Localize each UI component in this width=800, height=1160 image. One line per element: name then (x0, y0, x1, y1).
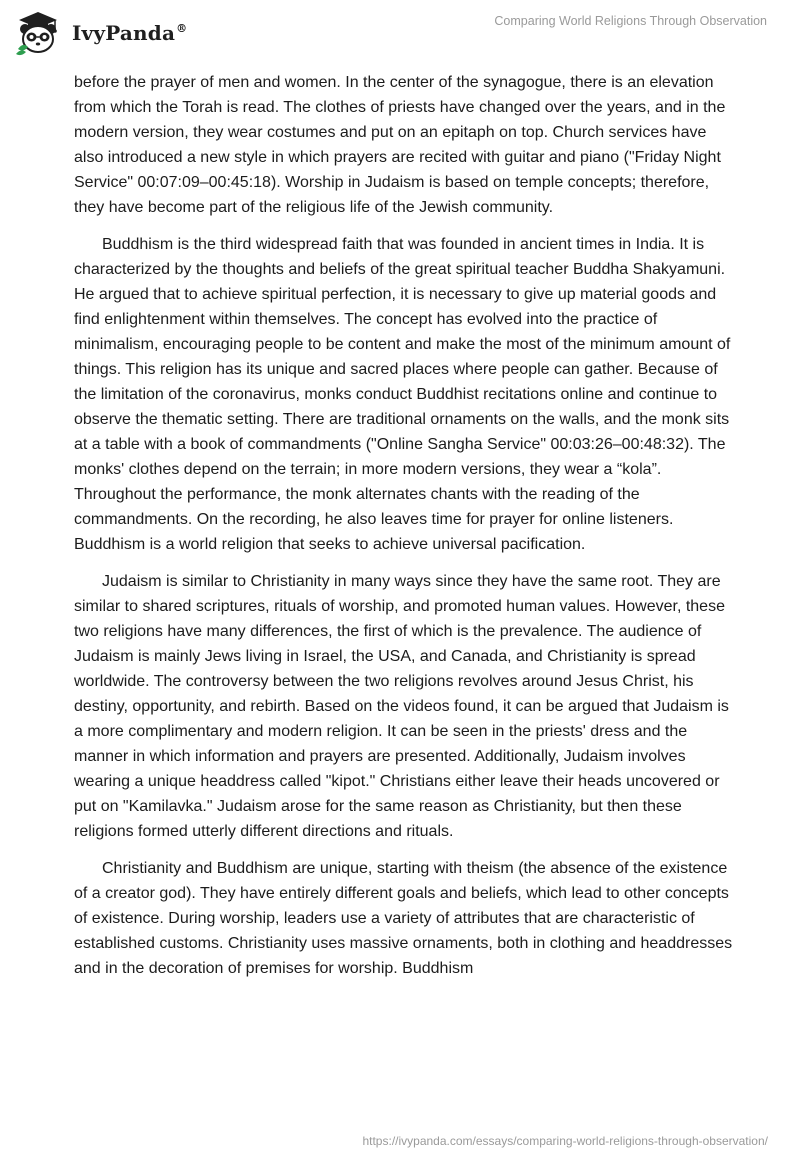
paragraph-judaism-christianity: Judaism is similar to Christianity in many ways since they have the same root. They are similar to shared scriptures, rituals of worship, and promoted human values. However, these two religions have many differences, the first of which is the prevalence. The audience of Judaism is mainly Jews living in Israel, the USA, and Canada, and Christianity is spread worldwide. The controversy between the two religions revolves around Jesus Christ, his destiny, opportunity, and rebirth. Based on the videos found, it can be argued that Judaism is a more complimentary and modern religion. It can be seen in the priests' dress and the manner in which information and prayers are presented. Additionally, Judaism involves wearing a unique headdress called "kipot." Christians either leave their heads uncovered or put on "Kamilavka." Judaism arose for the same reason as Christianity, but then these religions formed utterly different directions and rituals. (74, 573, 729, 840)
paragraph-continuation: before the prayer of men and women. In the center of the synagogue, there is an elevation from which the Torah is read. The clothes of priests have changed over the years, and in the modern version, they wear costumes and put on an epitaph on top. Church services have also introduced a new style in which prayers are recited with guitar and piano ("Friday Night Service" 00:07:09–00:45:18). Worship in Judaism is based on temple concepts; therefore, they have become part of the religious life of the Jewish community. (74, 74, 726, 216)
paragraph-christianity-buddhism: Christianity and Buddhism are unique, starting with theism (the absence of the existence of a creator god). They have entirely different goals and beliefs, which lead to other concepts of existence. During worship, leaders use a variety of attributes that are characteristic of established customs. Christianity uses massive ornaments, both in clothing and headdresses and in the decoration of premises for worship. Buddhism (74, 860, 733, 977)
registered-mark: ® (176, 22, 188, 36)
essay-body (74, 70, 734, 993)
panda-mascot-icon (14, 9, 62, 57)
source-url[interactable]: https://ivypanda.com/essays/comparing-world-religions-through-observation/ (362, 1134, 768, 1148)
brand-name: IvyPanda® (72, 21, 188, 45)
page-header (0, 0, 800, 70)
paragraph-buddhism: Buddhism is the third widespread faith that was founded in ancient times in India. It is characterized by the thoughts and beliefs of the great spiritual teacher Buddha Shakyamuni. He argued that to achieve spiritual perfection, it is necessary to give up material goods and find enlightenment within themselves. The concept has evolved into the practice of minimalism, encouraging people to be content and make the most of the minimum amount of things. This religion has its unique and sacred places where people can gather. Because of the limitation of the coronavirus, monks conduct Buddhist recitations online and continue to observe the thematic setting. There are traditional ornaments on the walls, and the monk sits at a table with a book of commandments ("Online Sangha Service" 00:03:26–00:48:32). The monks' clothes depend on the terrain; in more modern versions, they wear a “kola”. Throughout the performance, the monk alternates chants with the reading of the commandments. On the recording, he also leaves time for prayer for online listeners. Buddhism is a world religion that seeks to achieve universal pacification. (74, 236, 731, 553)
ivypanda-logo[interactable] (14, 9, 187, 57)
document-title: Comparing World Religions Through Observation (494, 14, 767, 28)
